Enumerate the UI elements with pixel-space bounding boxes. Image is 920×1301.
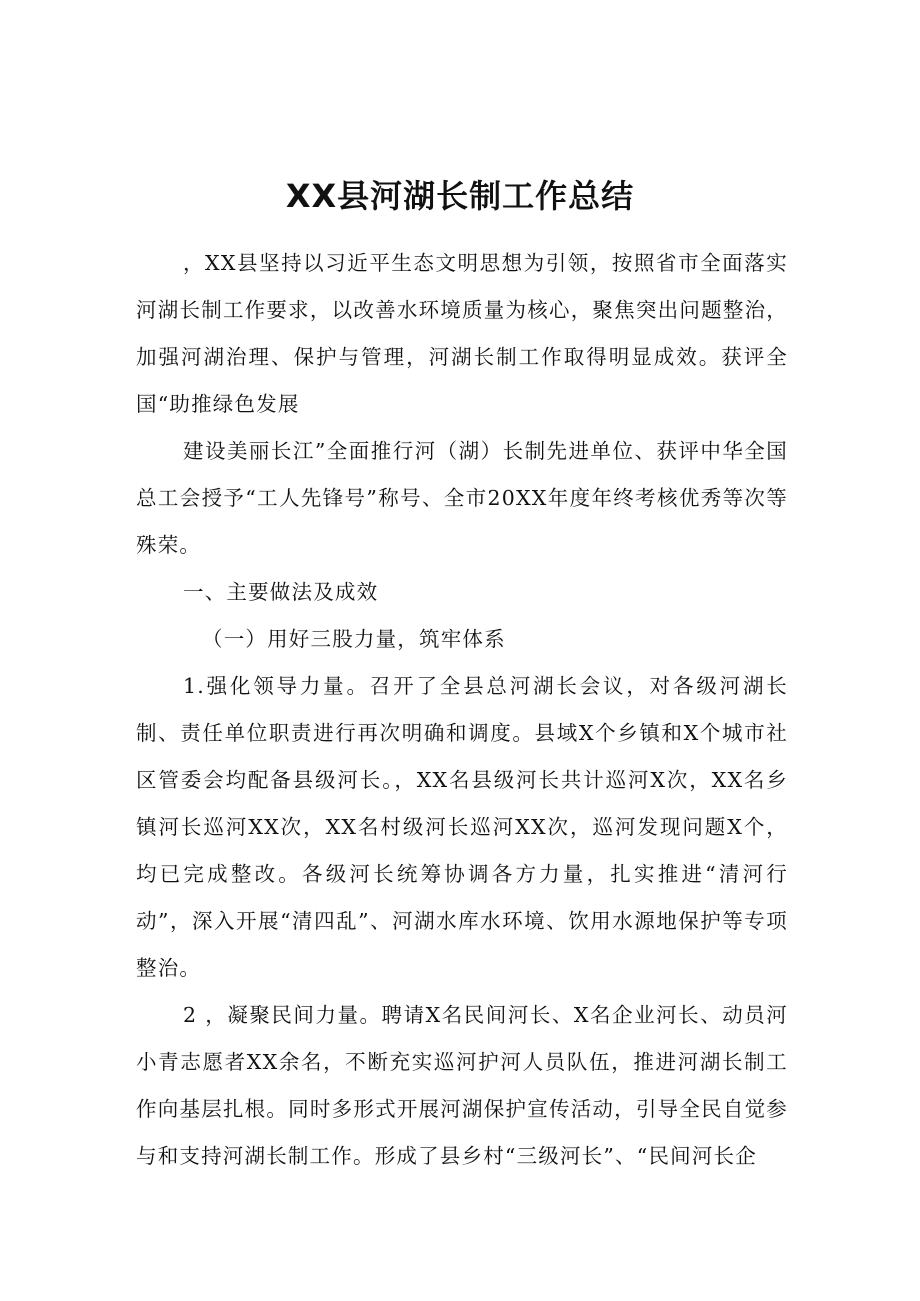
item-paragraph-2: 2 ，凝聚民间力量。聘请X名民间河长、X名企业河长、动员河小青志愿者XX余名，不断充实巡河护河人员队伍，推进河湖长制工作向基层扎根。同时多形式开展河湖保护宣传活动，引导全民自觉参与和支持河湖长制工作。形成了县乡村“三级河长”、“民间河长企 bbox=[136, 1003, 788, 1168]
item-paragraph-1: 1.强化领导力量。召开了全县总河湖长会议，对各级河湖长制、责任单位职责进行再次明确和调度。县域X个乡镇和X个城市社区管委会均配备县级河长。，XX名县级河长共计巡河X次，XX名乡镇河长巡河XX次，XX名村级河长巡河XX次，巡河发现问题X个，均已完成整改。各级河长统筹协调各方力量，扎实推进“清河行动”，深入开展“清四乱”、河湖水库水环境、饮用水源地保护等专项整治。 bbox=[136, 674, 788, 980]
document-title: XX县河湖长制工作总结 bbox=[285, 177, 635, 215]
subsection-heading: （一）用好三股力量，筑牢体系 bbox=[202, 627, 506, 651]
intro-paragraph-2: 建设美丽长江”全面推行河（湖）长制先进单位、获评中华全国总工会授予“工人先锋号”称号、全市20XX年度年终考核优秀等次等殊荣。 bbox=[136, 439, 788, 557]
intro-paragraph-1: ，XX县坚持以习近平生态文明思想为引领，按照省市全面落实河湖长制工作要求，以改善水环境质量为核心，聚焦突出问题整治，加强河湖治理、保护与管理，河湖长制工作取得明显成效。获评全国“助推绿色发展 bbox=[136, 251, 788, 416]
section-heading: 一、主要做法及成效 bbox=[183, 580, 379, 604]
document-body bbox=[136, 240, 788, 1180]
